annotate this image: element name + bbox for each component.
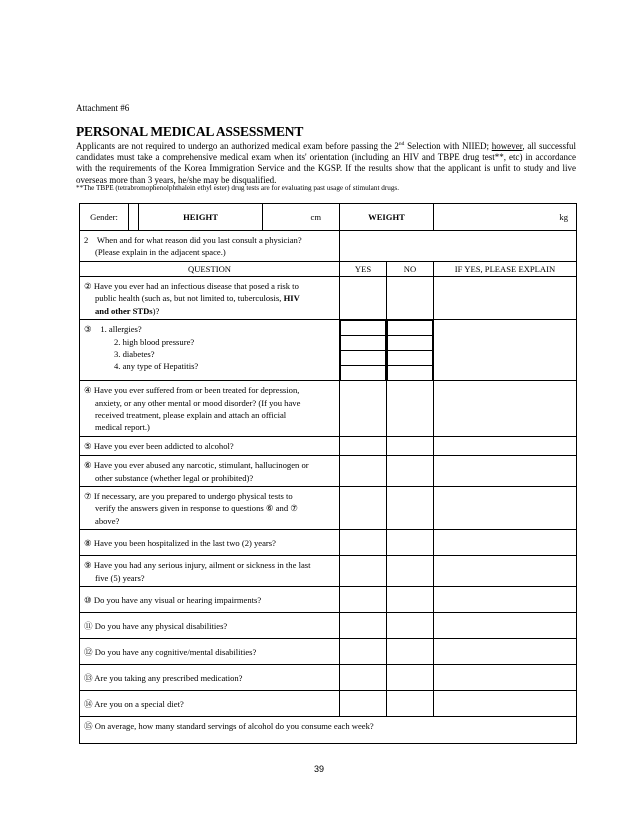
question-6 — [80, 456, 340, 487]
weight-label: WEIGHT — [340, 204, 434, 231]
question-row-4 — [80, 381, 577, 437]
explain-12[interactable] — [434, 639, 577, 665]
no-5[interactable] — [387, 437, 434, 456]
yes-8[interactable] — [340, 530, 387, 556]
question-row-6 — [80, 456, 577, 487]
question-5 — [80, 437, 340, 456]
yes-6[interactable] — [340, 456, 387, 487]
q6-line2: other substance (whether legal or prohibited)? — [95, 472, 254, 483]
no-3-3[interactable] — [388, 351, 433, 366]
no-9[interactable] — [387, 556, 434, 587]
q3-item-4: 4. any type of Hepatitis? — [114, 361, 199, 372]
weight-unit: kg — [434, 204, 577, 231]
column-question: QUESTION — [80, 262, 340, 277]
no-12[interactable] — [387, 639, 434, 665]
q10-number: ⑩ — [84, 594, 92, 605]
height-label: HEIGHT — [139, 204, 263, 231]
q15-number: ⑮ — [84, 721, 93, 732]
q4-line2: anxiety, or any other mental or mood disorder? (If you have — [95, 397, 301, 408]
question-row-8 — [80, 530, 577, 556]
question-row-1 — [80, 231, 577, 262]
question-14 — [80, 691, 340, 717]
yes-12[interactable] — [340, 639, 387, 665]
q14-text: Are you on a special diet? — [94, 698, 184, 709]
no-11[interactable] — [387, 613, 434, 639]
q13-text: Are you taking any prescribed medication? — [94, 672, 243, 683]
page-title: PERSONAL MEDICAL ASSESSMENT — [76, 124, 304, 139]
intro-however: however — [491, 141, 523, 151]
question-15 — [80, 717, 577, 744]
q2-hiv: HIV — [283, 293, 300, 304]
yes-2[interactable] — [340, 277, 387, 320]
no-3-1[interactable] — [388, 321, 433, 336]
no-8[interactable] — [387, 530, 434, 556]
q5-number: ⑤ — [84, 441, 92, 452]
yes-3 — [340, 320, 387, 381]
question-row-15 — [80, 717, 577, 744]
question-row-7 — [80, 487, 577, 530]
yes-13[interactable] — [340, 665, 387, 691]
question-3 — [80, 320, 340, 381]
q2-number: ② — [84, 281, 92, 291]
explain-9[interactable] — [434, 556, 577, 587]
q7-number: ⑦ — [84, 491, 92, 502]
q9-line1: Have you had any serious injury, ailment or sickness in the last — [93, 560, 311, 571]
intro-sup: nd — [398, 141, 405, 147]
measurements-row — [80, 204, 577, 231]
no-10[interactable] — [387, 587, 434, 613]
yes-10[interactable] — [340, 587, 387, 613]
yes-11[interactable] — [340, 613, 387, 639]
no-13[interactable] — [387, 665, 434, 691]
q9-line2: five (5) years? — [95, 572, 145, 583]
intro-paragraph — [76, 139, 576, 186]
yes-4[interactable] — [340, 381, 387, 437]
q2-line2: public health (such as, but not limited to, tuberculosis, — [95, 293, 284, 304]
q8-text: Have you been hospitalized in the last two (2) years? — [93, 538, 276, 549]
q12-text: Do you have any cognitive/mental disabilities? — [94, 646, 257, 657]
yes-7[interactable] — [340, 487, 387, 530]
gender-label: Gender: — [80, 204, 129, 231]
question-row-3 — [80, 320, 577, 381]
assessment-form — [79, 203, 577, 744]
explain-14[interactable] — [434, 691, 577, 717]
question-row-11 — [80, 613, 577, 639]
question-1 — [80, 231, 340, 262]
yes-3-2[interactable] — [341, 336, 386, 351]
q3-number: ③ — [84, 324, 92, 335]
yes-3-1[interactable] — [341, 321, 386, 336]
q4-line4: medical report.) — [95, 422, 150, 433]
column-header-row — [80, 262, 577, 277]
q8-number: ⑧ — [84, 538, 92, 549]
q10-text: Do you have any visual or hearing impairments? — [93, 594, 262, 605]
column-no: NO — [387, 262, 434, 277]
q2-stds: and other STDs — [95, 305, 153, 316]
yes-3-4[interactable] — [341, 366, 386, 381]
no-14[interactable] — [387, 691, 434, 717]
no-4[interactable] — [387, 381, 434, 437]
page-number: 39 — [313, 764, 324, 774]
explain-7[interactable] — [434, 487, 577, 530]
question-9 — [80, 556, 340, 587]
footnote: **The TBPE (tetrabromophenolphthalein ethyl ester) drug tests are for evaluating past usage of stimulant drugs. — [76, 184, 400, 192]
explain-10[interactable] — [434, 587, 577, 613]
q11-text: Do you have any physical disabilities? — [94, 620, 228, 631]
q3-item-1: 1. allergies? — [100, 324, 142, 335]
height-unit: cm — [263, 204, 340, 231]
q15-text: On average, how many standard servings of alcohol do you consume each week? — [94, 721, 374, 732]
no-3 — [387, 320, 434, 381]
question-row-12 — [80, 639, 577, 665]
q4-number: ④ — [84, 385, 92, 396]
q12-number: ⑫ — [84, 646, 93, 657]
yes-3-3[interactable] — [341, 351, 386, 366]
no-3-2[interactable] — [388, 336, 433, 351]
question-row-14 — [80, 691, 577, 717]
yes-5[interactable] — [340, 437, 387, 456]
no-7[interactable] — [387, 487, 434, 530]
q4-line3: received treatment, please explain and attach an official — [95, 410, 287, 421]
q5-text: Have you ever been addicted to alcohol? — [93, 441, 234, 452]
question-row-5 — [80, 437, 577, 456]
intro-text-2: Selection with NIIED; — [404, 141, 492, 151]
q1-line2: (Please explain in the adjacent space.) — [95, 247, 226, 258]
explain-2[interactable] — [434, 277, 577, 320]
question-row-10 — [80, 587, 577, 613]
intro-text-3: , all successful candidates must take a comprehensive medical exam when its' orientation (including an HIV and TBPE drug test**, etc) in accordance with the requirements of the Korea Immigration Service and the KGSP. If the results show that the applicant is unfit to study and live overseas more than 3 years, he/she may be disqualified. — [76, 141, 577, 185]
q3-item-3: 3. diabetes? — [114, 349, 155, 360]
question-11 — [80, 613, 340, 639]
q13-number: ⑬ — [84, 672, 93, 683]
q2-end: )? — [152, 305, 160, 316]
explain-8[interactable] — [434, 530, 577, 556]
q4-line1: Have you ever suffered from or been treated for depression, — [93, 385, 300, 396]
no-2[interactable] — [387, 277, 434, 320]
intro-text-1: Applicants are not required to undergo an authorized medical exam before passing the 2 — [76, 141, 399, 151]
question-row-9 — [80, 556, 577, 587]
yes-9[interactable] — [340, 556, 387, 587]
explain-3[interactable] — [434, 320, 577, 381]
q7-line3: above? — [95, 515, 120, 526]
q3-item-2: 2. high blood pressure? — [114, 336, 195, 347]
question-row-2 — [80, 277, 577, 320]
question-8 — [80, 530, 340, 556]
q6-number: ⑥ — [84, 460, 92, 471]
q6-line1: Have you ever abused any narcotic, stimulant, hallucinogen or — [93, 460, 309, 471]
question-row-13 — [80, 665, 577, 691]
q7-line1: If necessary, are you prepared to undergo physical tests to — [93, 491, 293, 502]
question-13 — [80, 665, 340, 691]
no-3-4[interactable] — [388, 366, 433, 381]
q2-line1: Have you ever had an infectious disease that posed a risk to — [93, 281, 299, 291]
explain-11[interactable] — [434, 613, 577, 639]
gender-field[interactable] — [129, 204, 139, 231]
explain-6[interactable] — [434, 456, 577, 487]
q1-line1: When and for what reason did you last consult a physician? — [96, 235, 302, 245]
question-10 — [80, 587, 340, 613]
q11-number: ⑪ — [84, 620, 93, 631]
yes-14[interactable] — [340, 691, 387, 717]
q9-number: ⑨ — [84, 560, 92, 571]
question-7 — [80, 487, 340, 530]
question-12 — [80, 639, 340, 665]
question-4 — [80, 381, 340, 437]
explain-5[interactable] — [434, 437, 577, 456]
answer-1[interactable] — [340, 231, 577, 262]
question-2 — [80, 277, 340, 320]
no-6[interactable] — [387, 456, 434, 487]
column-explain: IF YES, PLEASE EXPLAIN — [434, 262, 577, 277]
q14-number: ⑭ — [84, 698, 93, 709]
column-yes: YES — [340, 262, 387, 277]
explain-13[interactable] — [434, 665, 577, 691]
explain-4[interactable] — [434, 381, 577, 437]
q1-number: 2 — [84, 235, 89, 245]
q7-line2: verify the answers given in response to questions ⑥ and ⑦ — [95, 503, 298, 514]
attachment-label: Attachment #6 — [76, 103, 130, 113]
